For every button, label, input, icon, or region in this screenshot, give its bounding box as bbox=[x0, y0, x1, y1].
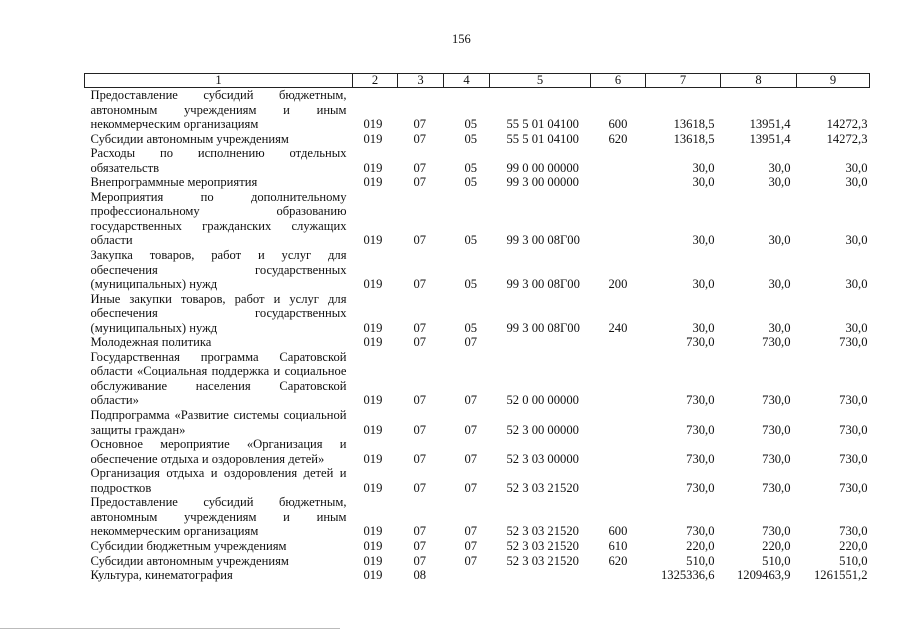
chapter-code: 08 bbox=[413, 568, 427, 583]
target-article: 52 3 00 00000 bbox=[506, 422, 579, 437]
chapter-code: 07 bbox=[413, 451, 427, 466]
expense-type: 620 bbox=[608, 553, 628, 568]
row-name: Основное мероприятие «Организация и обеспечение отдыха и оздоровления детей» bbox=[90, 437, 347, 466]
expense-type: 200 bbox=[608, 277, 628, 292]
amount-year-1: 730,0 bbox=[686, 480, 715, 495]
section-code: 019 bbox=[363, 422, 383, 437]
chapter-code: 07 bbox=[413, 538, 427, 553]
expense-type bbox=[591, 568, 646, 583]
amount-year-2: 730,0 bbox=[762, 422, 791, 437]
target-article: 55 5 01 04100 bbox=[506, 131, 579, 146]
column-header-3: 3 bbox=[398, 74, 444, 88]
subsection-code: 05 bbox=[464, 117, 478, 132]
amount-year-1: 30,0 bbox=[692, 175, 715, 190]
page-number: 156 bbox=[452, 32, 471, 46]
subsection-code: 07 bbox=[464, 538, 478, 553]
expense-type: 600 bbox=[608, 117, 628, 132]
expense-type bbox=[591, 350, 646, 408]
amount-year-2: 30,0 bbox=[768, 277, 791, 292]
table-row bbox=[85, 350, 870, 408]
section-code: 019 bbox=[363, 393, 383, 408]
amount-year-3: 30,0 bbox=[845, 320, 868, 335]
chapter-code: 07 bbox=[413, 320, 427, 335]
table-header bbox=[85, 74, 870, 88]
target-article bbox=[490, 568, 591, 583]
amount-year-1: 30,0 bbox=[692, 277, 715, 292]
expense-type bbox=[591, 437, 646, 466]
table-row bbox=[85, 495, 870, 539]
amount-year-3: 730,0 bbox=[839, 451, 868, 466]
table-row bbox=[85, 568, 870, 583]
amount-year-3: 730,0 bbox=[839, 480, 868, 495]
amount-year-1: 730,0 bbox=[686, 422, 715, 437]
amount-year-3: 14272,3 bbox=[826, 117, 868, 132]
column-header-5: 5 bbox=[490, 74, 591, 88]
subsection-code: 05 bbox=[464, 320, 478, 335]
chapter-code: 07 bbox=[413, 480, 427, 495]
amount-year-2: 1209463,9 bbox=[736, 568, 791, 583]
table-row bbox=[85, 88, 870, 132]
amount-year-3: 730,0 bbox=[839, 335, 868, 350]
expense-type: 620 bbox=[608, 131, 628, 146]
target-article: 52 0 00 00000 bbox=[506, 393, 579, 408]
column-header-9: 9 bbox=[797, 74, 870, 88]
budget-table bbox=[84, 73, 870, 583]
row-name: Внепрограммные мероприятия bbox=[90, 175, 258, 190]
subsection-code bbox=[444, 568, 490, 583]
table-row bbox=[85, 539, 870, 554]
amount-year-2: 30,0 bbox=[768, 320, 791, 335]
amount-year-3: 510,0 bbox=[839, 553, 868, 568]
amount-year-2: 730,0 bbox=[762, 524, 791, 539]
chapter-code: 07 bbox=[413, 277, 427, 292]
expense-type bbox=[591, 466, 646, 495]
amount-year-3: 30,0 bbox=[845, 175, 868, 190]
amount-year-3: 220,0 bbox=[839, 538, 868, 553]
column-header-6: 6 bbox=[591, 74, 646, 88]
target-article: 99 3 00 08Г00 bbox=[506, 320, 580, 335]
expense-type bbox=[591, 408, 646, 437]
amount-year-1: 730,0 bbox=[686, 335, 715, 350]
amount-year-1: 730,0 bbox=[686, 451, 715, 466]
target-article bbox=[490, 335, 591, 350]
amount-year-2: 220,0 bbox=[762, 538, 791, 553]
amount-year-1: 730,0 bbox=[686, 393, 715, 408]
amount-year-1: 30,0 bbox=[692, 320, 715, 335]
target-article: 99 3 00 08Г00 bbox=[506, 233, 580, 248]
table-row bbox=[85, 132, 870, 147]
section-code: 019 bbox=[363, 160, 383, 175]
chapter-code: 07 bbox=[413, 422, 427, 437]
section-code: 019 bbox=[363, 538, 383, 553]
amount-year-3: 730,0 bbox=[839, 524, 868, 539]
table-row bbox=[85, 175, 870, 190]
amount-year-2: 30,0 bbox=[768, 233, 791, 248]
chapter-code: 07 bbox=[413, 131, 427, 146]
section-code: 019 bbox=[363, 335, 383, 350]
amount-year-2: 730,0 bbox=[762, 335, 791, 350]
column-header-8: 8 bbox=[721, 74, 797, 88]
scan-artifact-line bbox=[0, 628, 340, 629]
amount-year-2: 730,0 bbox=[762, 480, 791, 495]
table-row bbox=[85, 466, 870, 495]
expense-type bbox=[591, 146, 646, 175]
amount-year-3: 730,0 bbox=[839, 422, 868, 437]
row-name: Иные закупки товаров, работ и услуг для обеспечения государственных (муниципальных) нужд bbox=[90, 291, 347, 335]
row-name: Закупка товаров, работ и услуг для обеспечения государственных (муниципальных) нужд bbox=[90, 248, 347, 292]
amount-year-3: 30,0 bbox=[845, 233, 868, 248]
row-name: Организация отдыха и оздоровления детей и подростков bbox=[90, 466, 347, 495]
section-code: 019 bbox=[363, 451, 383, 466]
amount-year-3: 30,0 bbox=[845, 160, 868, 175]
expense-type bbox=[591, 190, 646, 248]
expense-type: 240 bbox=[608, 320, 628, 335]
amount-year-1: 13618,5 bbox=[673, 117, 715, 132]
row-name: Культура, кинематография bbox=[90, 568, 233, 583]
table-row bbox=[85, 335, 870, 350]
table-row bbox=[85, 437, 870, 466]
amount-year-2: 13951,4 bbox=[749, 131, 791, 146]
subsection-code: 07 bbox=[464, 335, 478, 350]
amount-year-2: 30,0 bbox=[768, 175, 791, 190]
amount-year-2: 30,0 bbox=[768, 160, 791, 175]
section-code: 019 bbox=[363, 480, 383, 495]
table-row bbox=[85, 554, 870, 569]
amount-year-3: 14272,3 bbox=[826, 131, 868, 146]
amount-year-1: 730,0 bbox=[686, 524, 715, 539]
section-code: 019 bbox=[363, 277, 383, 292]
amount-year-1: 510,0 bbox=[686, 553, 715, 568]
section-code: 019 bbox=[363, 553, 383, 568]
row-name: Расходы по исполнению отдельных обязательств bbox=[90, 146, 347, 175]
row-name: Субсидии автономным учреждениям bbox=[90, 553, 289, 568]
expense-type: 600 bbox=[608, 524, 628, 539]
expense-type: 610 bbox=[608, 538, 628, 553]
subsection-code: 05 bbox=[464, 160, 478, 175]
section-code: 019 bbox=[363, 131, 383, 146]
section-code: 019 bbox=[363, 175, 383, 190]
expense-type bbox=[591, 335, 646, 350]
chapter-code: 07 bbox=[413, 524, 427, 539]
subsection-code: 07 bbox=[464, 524, 478, 539]
target-article: 52 3 03 21520 bbox=[506, 480, 579, 495]
subsection-code: 05 bbox=[464, 175, 478, 190]
chapter-code: 07 bbox=[413, 175, 427, 190]
table-row bbox=[85, 408, 870, 437]
chapter-code: 07 bbox=[413, 335, 427, 350]
table-row bbox=[85, 292, 870, 336]
expense-type bbox=[591, 175, 646, 190]
target-article: 52 3 03 21520 bbox=[506, 524, 579, 539]
chapter-code: 07 bbox=[413, 233, 427, 248]
target-article: 99 3 00 08Г00 bbox=[506, 277, 580, 292]
row-name: Государственная программа Саратовской области «Социальная поддержка и социальное обслуживание населения Саратовской области» bbox=[90, 349, 347, 408]
row-name: Подпрограмма «Развитие системы социальной защиты граждан» bbox=[90, 408, 347, 437]
target-article: 99 3 00 00000 bbox=[506, 175, 579, 190]
column-header-7: 7 bbox=[646, 74, 721, 88]
chapter-code: 07 bbox=[413, 160, 427, 175]
amount-year-1: 1325336,6 bbox=[660, 568, 715, 583]
column-header-4: 4 bbox=[444, 74, 490, 88]
table-row bbox=[85, 248, 870, 292]
amount-year-3: 30,0 bbox=[845, 277, 868, 292]
amount-year-1: 30,0 bbox=[692, 160, 715, 175]
subsection-code: 07 bbox=[464, 422, 478, 437]
subsection-code: 05 bbox=[464, 131, 478, 146]
amount-year-3: 730,0 bbox=[839, 393, 868, 408]
subsection-code: 05 bbox=[464, 277, 478, 292]
subsection-code: 07 bbox=[464, 553, 478, 568]
row-name: Предоставление субсидий бюджетным, автономным учреждениям и иным некоммерческим организациям bbox=[90, 88, 347, 132]
target-article: 52 3 03 21520 bbox=[506, 538, 579, 553]
section-code: 019 bbox=[363, 117, 383, 132]
chapter-code: 07 bbox=[413, 117, 427, 132]
row-name: Мероприятия по дополнительному профессиональному образованию государственных гражданских служащих области bbox=[90, 189, 347, 248]
amount-year-2: 510,0 bbox=[762, 553, 791, 568]
amount-year-1: 220,0 bbox=[686, 538, 715, 553]
target-article: 52 3 03 21520 bbox=[506, 553, 579, 568]
chapter-code: 07 bbox=[413, 393, 427, 408]
target-article: 52 3 03 00000 bbox=[506, 451, 579, 466]
table-row bbox=[85, 146, 870, 175]
amount-year-3: 1261551,2 bbox=[813, 568, 868, 583]
row-name: Молодежная политика bbox=[90, 335, 212, 350]
section-code: 019 bbox=[363, 233, 383, 248]
section-code: 019 bbox=[363, 320, 383, 335]
row-name: Предоставление субсидий бюджетным, автономным учреждениям и иным некоммерческим организациям bbox=[90, 495, 347, 539]
amount-year-1: 13618,5 bbox=[673, 131, 715, 146]
row-name: Субсидии бюджетным учреждениям bbox=[90, 538, 287, 553]
amount-year-2: 730,0 bbox=[762, 451, 791, 466]
subsection-code: 07 bbox=[464, 451, 478, 466]
subsection-code: 07 bbox=[464, 393, 478, 408]
subsection-code: 05 bbox=[464, 233, 478, 248]
section-code: 019 bbox=[363, 568, 383, 583]
amount-year-2: 730,0 bbox=[762, 393, 791, 408]
chapter-code: 07 bbox=[413, 553, 427, 568]
amount-year-1: 30,0 bbox=[692, 233, 715, 248]
amount-year-2: 13951,4 bbox=[749, 117, 791, 132]
table-body bbox=[85, 88, 870, 583]
target-article: 55 5 01 04100 bbox=[506, 117, 579, 132]
target-article: 99 0 00 00000 bbox=[506, 160, 579, 175]
column-header-2: 2 bbox=[353, 74, 398, 88]
table-row bbox=[85, 190, 870, 248]
subsection-code: 07 bbox=[464, 480, 478, 495]
column-header-1: 1 bbox=[85, 74, 353, 88]
row-name: Субсидии автономным учреждениям bbox=[90, 131, 289, 146]
section-code: 019 bbox=[363, 524, 383, 539]
